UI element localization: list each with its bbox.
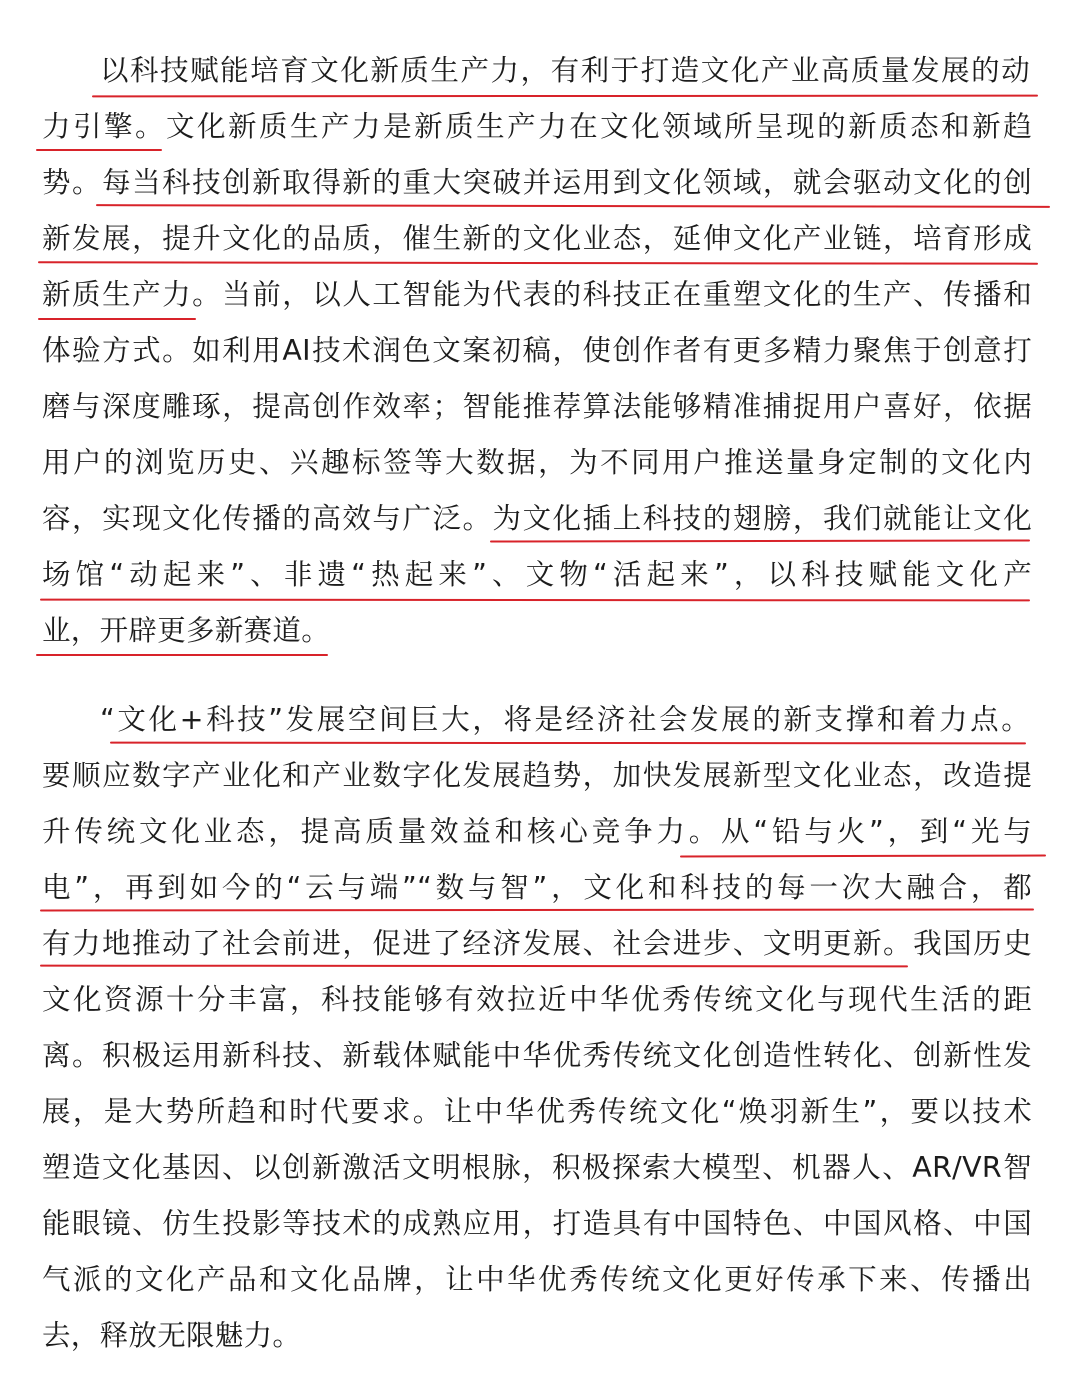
text-line: 气派的文化产品和文化品牌，让中华优秀传统文化更好传承下来、传播出 <box>42 1263 1032 1296</box>
text-line: 新质生产力。当前，以人工智能为代表的科技正在重塑文化的生产、传播和 <box>42 278 1032 311</box>
text-line: 磨与深度雕琢，提高创作效率；智能推荐算法能够精准捕捉用户喜好，依据 <box>42 390 1032 423</box>
highlight-underline <box>36 654 328 656</box>
text-line: 业，开辟更多新赛道。 <box>42 614 331 647</box>
text-line: 展，是大势所趋和时代要求。让中华优秀传统文化“焕羽新生”，要以技术 <box>42 1095 1032 1128</box>
highlight-underline <box>36 149 162 151</box>
text-line: 去，释放无限魅力。 <box>42 1319 302 1352</box>
text-line: 用户的浏览历史、兴趣标签等大数据，为不同用户推送量身定制的文化内 <box>42 446 1032 479</box>
text-line: 升传统文化业态，提高质量效益和核心竞争力。从“铅与火”，到“光与 <box>42 815 1032 848</box>
text-line: 场馆“动起来”、非遗“热起来”、文物“活起来”，以科技赋能文化产 <box>42 558 1032 591</box>
highlight-underline <box>38 318 196 320</box>
text-line: “文化+科技”发展空间巨大，将是经济社会发展的新支撑和着力点。 <box>100 703 1030 736</box>
text-line: 有力地推动了社会前进，促进了经济发展、社会进步、文明更新。我国历史 <box>42 927 1032 960</box>
text-line: 能眼镜、仿生投影等技术的成熟应用，打造具有中国特色、中国风格、中国 <box>42 1207 1032 1240</box>
text-line: 以科技赋能培育文化新质生产力，有利于打造文化产业高质量发展的动 <box>100 54 1030 87</box>
text-line: 塑造文化基因、以创新激活文明根脉，积极探索大模型、机器人、AR/VR智 <box>42 1151 1032 1184</box>
text-line: 容，实现文化传播的高效与广泛。为文化插上科技的翅膀，我们就能让文化 <box>42 502 1032 535</box>
text-line: 新发展，提升文化的品质，催生新的文化业态，延伸文化产业链，培育形成 <box>42 222 1032 255</box>
text-line: 文化资源十分丰富，科技能够有效拉近中华优秀传统文化与现代生活的距 <box>42 983 1032 1016</box>
text-line: 体验方式。如利用AI技术润色文案初稿，使创作者有更多精力聚焦于创意打 <box>42 334 1032 367</box>
text-line: 力引擎。文化新质生产力是新质生产力在文化领域所呈现的新质态和新趋 <box>42 110 1032 143</box>
text-line: 要顺应数字产业化和产业数字化发展趋势，加快发展新型文化业态，改造提 <box>42 759 1032 792</box>
text-line: 离。积极运用新科技、新载体赋能中华优秀传统文化创造性转化、创新性发 <box>42 1039 1032 1072</box>
text-line: 电”，再到如今的“云与端”“数与智”，文化和科技的每一次大融合，都 <box>42 871 1032 904</box>
text-line: 势。每当科技创新取得新的重大突破并运用到文化领域，就会驱动文化的创 <box>42 166 1032 199</box>
